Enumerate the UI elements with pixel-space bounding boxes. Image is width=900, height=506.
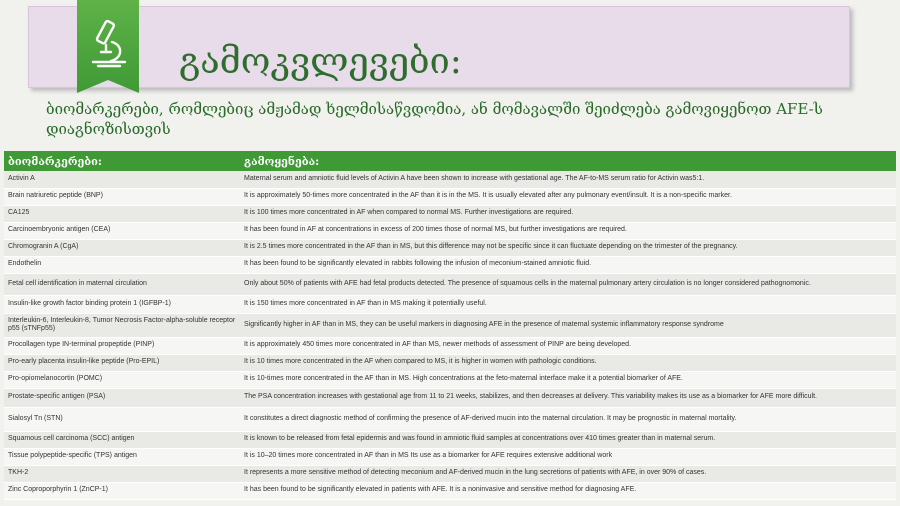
usage-cell: It is approximately 50-times more concentrated in the AF than it is in the MS. It is usually elevated after any pulmonary event/insult. It is a non-specific marker.	[240, 188, 896, 205]
biomarker-cell: Prostate-specific antigen (PSA)	[4, 388, 240, 407]
table-row	[4, 295, 896, 313]
usage-cell: It is 2.5 times more concentrated in the AF than in MS, but this difference may not be specific since it can fluctuate depending on the trimester of the pregnancy.	[240, 239, 896, 256]
usage-cell: It is 10 times more concentrated in the AF when compared to MS, it is higher in women with pathologic conditions.	[240, 354, 896, 371]
usage-cell: It is 150 times more concentrated in AF than in MS making it potentially useful.	[240, 295, 896, 313]
biomarker-cell: Sialosyl Tn (STN)	[4, 407, 240, 431]
biomarker-cell: Interleukin-6, Interleukin-8, Tumor Necrosis Factor-alpha-soluble receptor p55 (sTNFp55)	[4, 313, 240, 337]
table-row	[4, 205, 896, 222]
usage-cell: It has been found to be significantly elevated in patients with AFE. It is a noninvasive and sensitive method for diagnosing AFE.	[240, 482, 896, 499]
biomarker-cell: Activin A	[4, 171, 240, 188]
usage-cell: Significantly higher in AF than in MS, they can be useful markers in diagnosing AFE in the presence of maternal systemic inflammatory response syndrome	[240, 313, 896, 337]
header-biomarkers: ბიომარკერები:	[4, 151, 240, 171]
table-row	[4, 337, 896, 354]
usage-cell: It is 10-times more concentrated in the AF than in MS. High concentrations at the feto-maternal interface make it a potential biomarker of AFE.	[240, 371, 896, 388]
table-row	[4, 482, 896, 499]
page-title: გამოკვლევები:	[179, 41, 462, 82]
biomarker-cell: Insulin-like growth factor binding protein 1 (IGFBP-1)	[4, 295, 240, 313]
biomarker-cell: Endothelin	[4, 256, 240, 273]
title-ribbon	[77, 0, 139, 93]
usage-cell: It has been found to be significantly elevated in rabbits following the infusion of meconium-stained amniotic fluid.	[240, 256, 896, 273]
table-row	[4, 407, 896, 431]
biomarker-cell: Carcinoembryonic antigen (CEA)	[4, 222, 240, 239]
usage-cell: Only about 50% of patients with AFE had fetal products detected. The presence of squamous cells in the maternal pulmonary artery circulation is no longer considered pathognomonic.	[240, 273, 896, 295]
usage-cell: It is 10–20 times more concentrated in AF than in MS Its use as a biomarker for AFE requires extensive additional work	[240, 448, 896, 465]
biomarker-cell: TKH-2	[4, 465, 240, 482]
usage-cell: It is known to be released from fetal epidermis and was found in amniotic fluid samples at concentrations over 410 times greater than in maternal serum.	[240, 431, 896, 448]
usage-cell: It constitutes a direct diagnostic method of confirming the presence of AF-derived mucin into the maternal circulation. It may be prognostic in maternal mortality.	[240, 407, 896, 431]
biomarker-cell: Fetal cell identification in maternal circulation	[4, 273, 240, 295]
table-row	[4, 256, 896, 273]
biomarker-cell: Squamous cell carcinoma (SCC) antigen	[4, 431, 240, 448]
table-row	[4, 273, 896, 295]
table-header-row	[4, 151, 896, 171]
usage-cell: Maternal serum and amniotic fluid levels of Activin A have been shown to increase with gestational age. The AF-to-MS serum ratio for Activin was5:1.	[240, 171, 896, 188]
table-row	[4, 448, 896, 465]
table-row	[4, 313, 896, 337]
microscope-icon	[85, 18, 131, 70]
usage-cell: It is 100 times more concentrated in AF when compared to normal MS. Further investigations are required.	[240, 205, 896, 222]
page-subtitle: ბიომარკერები, რომლებიც ამჟამად ხელმისაწვდომია, ან მომავალში შეიძლება გამოვიყენოთ AFE-ს დიაგნოზისთვის	[46, 100, 823, 138]
title-box	[28, 6, 850, 88]
table-row	[4, 239, 896, 256]
table-row	[4, 222, 896, 239]
table-row	[4, 465, 896, 482]
table-row	[4, 431, 896, 448]
biomarker-cell: Procollagen type IN-terminal propeptide (PINP)	[4, 337, 240, 354]
table-row	[4, 371, 896, 388]
usage-cell: It is approximately 450 times more concentrated in AF than MS, newer methods of assessment of PINP are being developed.	[240, 337, 896, 354]
biomarker-cell: Pro-opiomelanocortin (POMC)	[4, 371, 240, 388]
usage-cell: It represents a more sensitive method of detecting meconium and AF-derived mucin in the lung secretions of patients with AFE, in over 90% of cases.	[240, 465, 896, 482]
biomarker-cell: Tissue polypeptide-specific (TPS) antigen	[4, 448, 240, 465]
header-usage: გამოყენება:	[240, 151, 896, 171]
table-row	[4, 354, 896, 371]
biomarker-cell: CA125	[4, 205, 240, 222]
biomarker-cell: Pro-early placenta insulin-like peptide (Pro-EPIL)	[4, 354, 240, 371]
table-row	[4, 188, 896, 205]
usage-cell: It has been found in AF at concentrations in excess of 200 times those of normal MS, but further investigations are required.	[240, 222, 896, 239]
biomarker-cell: Zinc Coproporphyrin 1 (ZnCP-1)	[4, 482, 240, 499]
biomarkers-table	[4, 151, 896, 500]
table-row	[4, 171, 896, 188]
biomarker-cell: Chromogranin A (CgA)	[4, 239, 240, 256]
usage-cell: The PSA concentration increases with gestational age from 11 to 21 weeks, stabilizes, and then decreases at delivery. This variability makes its use as a biomarker for AFE more difficult.	[240, 388, 896, 407]
biomarker-cell: Brain natriuretic peptide (BNP)	[4, 188, 240, 205]
table-row	[4, 388, 896, 407]
